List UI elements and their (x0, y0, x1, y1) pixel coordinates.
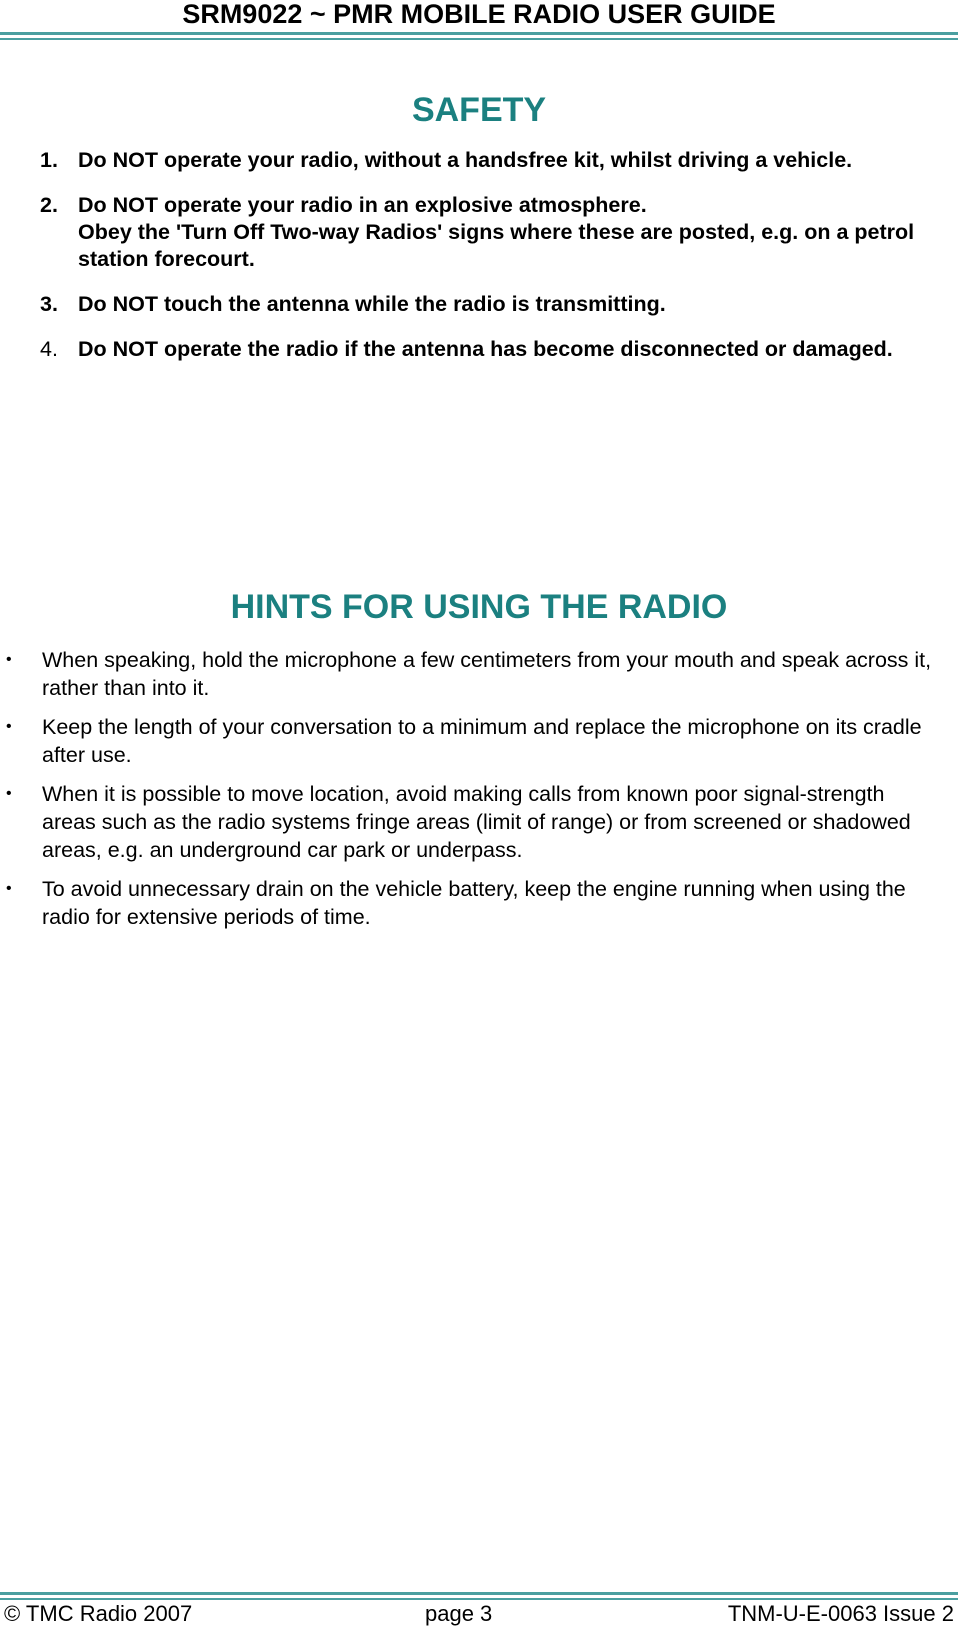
safety-item (40, 192, 940, 273)
safety-item (40, 291, 940, 318)
hints-list (0, 646, 958, 942)
hint-item (0, 780, 958, 864)
footer-copyright: © TMC Radio 2007 (4, 1601, 193, 1626)
safety-item-text: Do NOT touch the antenna while the radio is transmitting. (78, 292, 666, 316)
header-rule (0, 32, 958, 40)
hint-item (0, 713, 958, 769)
safety-item-text: Do NOT operate your radio in an explosive atmosphere. (78, 193, 647, 217)
safety-item-text: Do NOT operate the radio if the antenna has become disconnected or damaged. (78, 337, 893, 361)
hint-item (0, 646, 958, 702)
page-header-title: SRM9022 ~ PMR MOBILE RADIO USER GUIDE (182, 0, 776, 29)
safety-item-number: 1. (40, 148, 58, 172)
hint-item (0, 875, 958, 931)
safety-title: SAFETY (411, 91, 547, 129)
safety-item-text: Do NOT operate your radio, without a handsfree kit, whilst driving a vehicle. (78, 148, 853, 172)
bullet-icon: • (6, 880, 12, 897)
footer-doc-ref: TNM-U-E-0063 Issue 2 (727, 1601, 954, 1626)
bullet-icon: • (6, 651, 12, 668)
hint-text: Keep the length of your conversation to a minimum and replace the microphone on its cradle after use. (42, 715, 922, 767)
hints-title: HINTS FOR USING THE RADIO (230, 588, 728, 626)
bullet-icon: • (6, 718, 12, 735)
hint-text: When speaking, hold the microphone a few centimeters from your mouth and speak across it, rather than into it. (42, 648, 932, 700)
safety-list (40, 147, 940, 381)
safety-item (40, 147, 940, 174)
safety-item-text: Obey the 'Turn Off Two-way Radios' signs where these are posted, e.g. on a petrol station forecourt. (78, 220, 915, 271)
footer-page-number: page 3 (425, 1601, 493, 1626)
bullet-icon: • (6, 785, 12, 802)
footer-rule (0, 1592, 958, 1600)
page-footer (0, 1601, 958, 1627)
safety-item-number: 4. (40, 337, 58, 361)
hint-text: When it is possible to move location, avoid making calls from known poor signal-strength areas such as the radio systems fringe areas (limit of range) or from screened or shadowed areas, e.g. an underground car park or underpass. (42, 782, 911, 862)
safety-item-number: 3. (40, 292, 58, 316)
safety-item-number: 2. (40, 193, 58, 217)
safety-item (40, 336, 940, 363)
hint-text: To avoid unnecessary drain on the vehicle battery, keep the engine running when using the radio for extensive periods of time. (42, 877, 906, 929)
